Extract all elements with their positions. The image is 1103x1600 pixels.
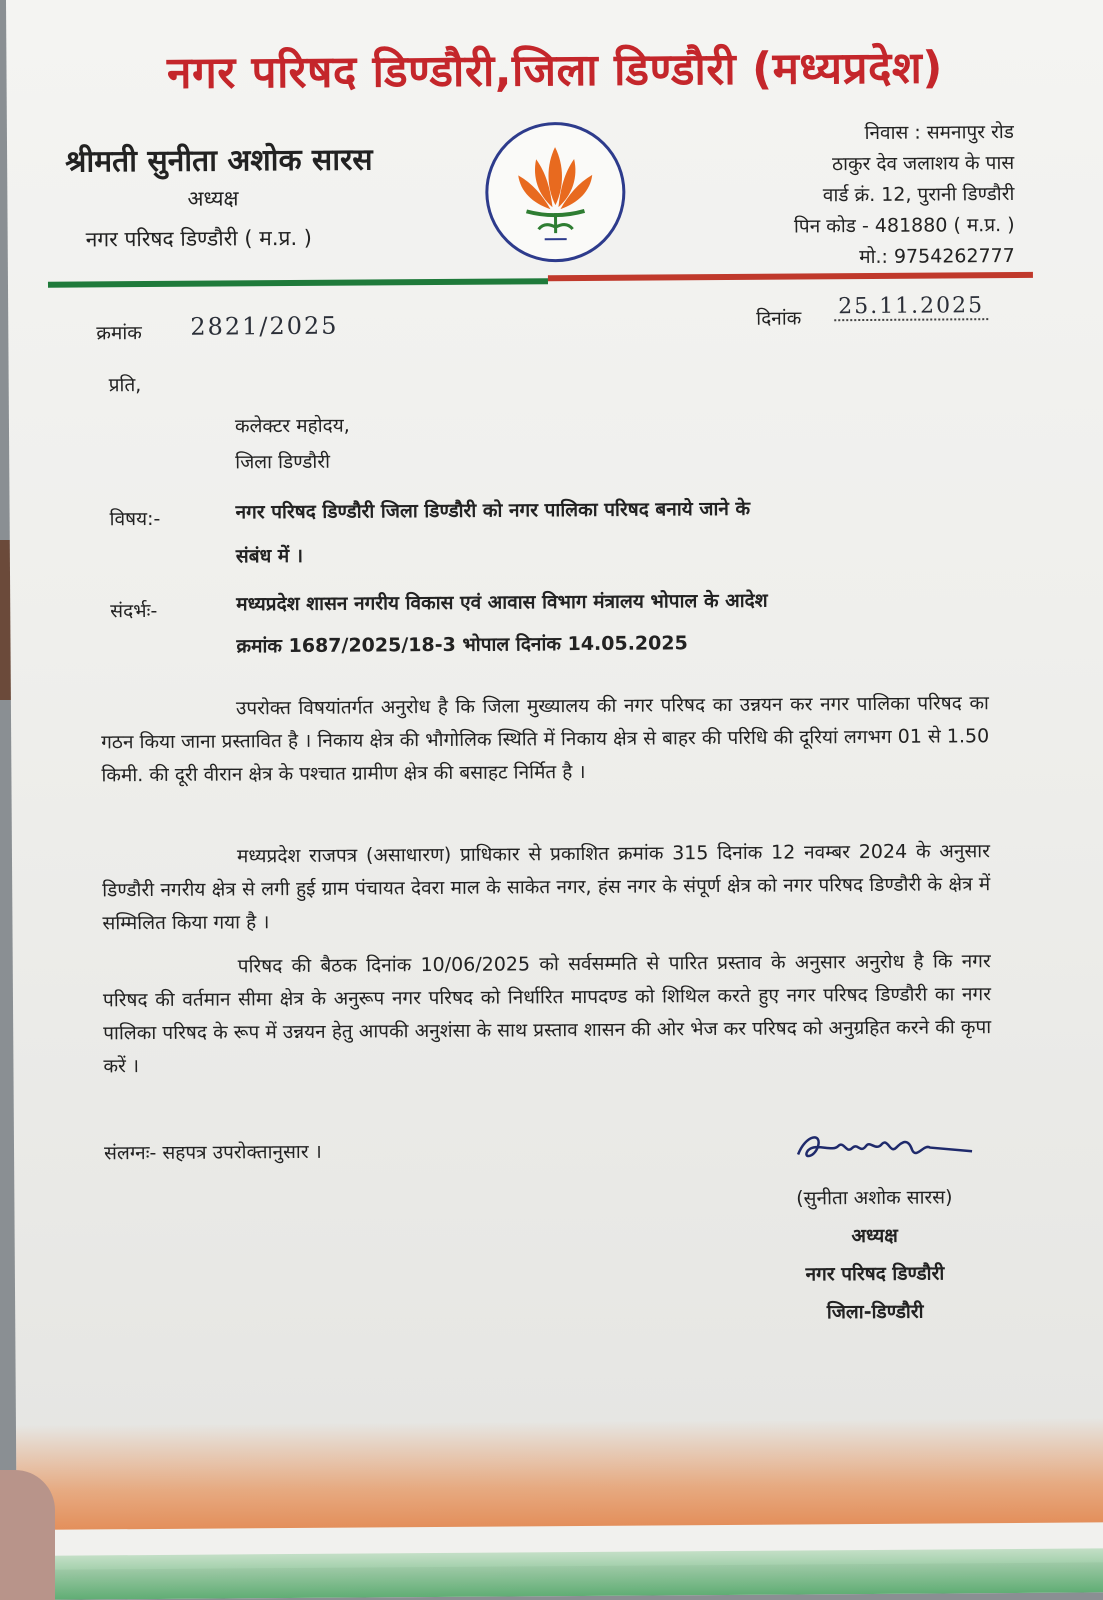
thumb (0, 1470, 55, 1600)
letter-page (6, 0, 1103, 1600)
address-line: ठाकुर देव जलाशय के पास (831, 151, 1015, 176)
subject-label: विषय:- (109, 507, 161, 531)
signatory-district: जिला-डिण्डौरी (826, 1300, 924, 1324)
sender-name: श्रीमती सुनीता अशोक सारस (65, 142, 373, 180)
address-line: पिन कोड - 481880 ( म.प्र. ) (793, 213, 1015, 238)
body-paragraph: उपरोक्त विषयांतर्गत अनुरोध है कि जिला मुख्यालय की नगर परिषद का उन्नयन कर नगर पालिका परिषद का गठन किया जाना प्रस्तावित है । निकाय क्षेत्र की भौगोलिक स्थिति में निकाय क्षेत्र से बाहर की परिधि की दूरियां लगभग 01 से 1.50 किमी. की दूरी वीरान क्षेत्र के पश्चात ग्रामीण क्षेत्र की बसाहट निर्मित है । (101, 692, 990, 787)
sender-address (793, 117, 1015, 274)
reference-line: क्रमांक 1687/2025/18-3 भोपाल दिनांक 14.05.2025 (236, 632, 688, 658)
body-paragraph: मध्यप्रदेश राजपत्र (असाधारण) प्राधिकार से प्रकाशित क्रमांक 315 दिनांक 12 नवम्बर 2024 के अनुसार डिण्डौरी नगरीय क्षेत्र से लगी हुई ग्राम पंचायत देवरा माल के साकेत नगर, हंस नगर के संपूर्ण क्षेत्र को नगर परिषद डिण्डौरी के क्षेत्र में सम्मिलित किया गया है । (102, 840, 991, 935)
signatory-designation: अध्यक्ष (851, 1224, 898, 1248)
header-divider-green (48, 278, 548, 287)
footer-band-orange (16, 1417, 1103, 1535)
signature (792, 1123, 982, 1170)
party-logo (485, 122, 626, 263)
sender-organization: नगर परिषद डिण्डौरी ( म.प्र. ) (85, 225, 313, 252)
addressee-line: कलेक्टर महोदय, (234, 414, 350, 438)
subject-line: संबंध में । (235, 544, 304, 568)
ref-number: 2821/2025 (190, 311, 339, 341)
signatory-org: नगर परिषद डिण्डौरी (805, 1262, 945, 1286)
reference-label: संदर्भः- (110, 599, 158, 623)
address-line: वार्ड क्रं. 12, पुरानी डिण्डौरी (822, 182, 1015, 207)
sender-designation: अध्यक्ष (187, 186, 239, 211)
enclosure-note: संलग्नः- सहपत्र उपरोक्तानुसार । (103, 1140, 322, 1165)
addressee-line: जिला डिण्डौरी (235, 450, 331, 474)
signatory-block (714, 1183, 1035, 1325)
lotus-icon (488, 125, 623, 260)
header-divider-orange (548, 272, 1033, 281)
ref-label: क्रमांक (96, 322, 142, 345)
address-line: निवास : समनापुर रोड (864, 120, 1015, 145)
to-label: प्रति, (108, 374, 142, 397)
footer-band-green (17, 1548, 1103, 1600)
date-label: दिनांक (756, 307, 802, 330)
body-paragraph: परिषद की बैठक दिनांक 10/06/2025 को सर्वसम्मति से पारित प्रस्ताव के अनुसार अनुरोध है कि नगर परिषद की वर्तमान सीमा क्षेत्र के अनुरूप नगर परिषद को निर्धारित मापदण्ड को शिथिल करते हुए नगर परिषद डिण्डौरी का नगर पालिका परिषद के रूप में उन्नयन हेतु आपकी अनुशंसा के साथ प्रस्ताव शासन की ओर भेज कर परिषद को अनुग्रहित करने की कृपा करें । (102, 950, 992, 1078)
address-line: मो.: 9754262777 (859, 244, 1015, 269)
letter-date: 25.11.2025 (834, 293, 988, 321)
reference-line: मध्यप्रदेश शासन नगरीय विकास एवं आवास विभाग मंत्रालय भोपाल के आदेश (236, 589, 768, 616)
subject-line: नगर परिषद डिण्डौरी जिला डिण्डौरी को नगर पालिका परिषद बनाये जाने के (235, 497, 751, 524)
signatory-name: (सुनीता अशोक सारस) (796, 1186, 953, 1210)
letterhead-title: नगर परिषद डिण्डौरी,जिला डिण्डौरी (मध्यप्रदेश) (166, 42, 944, 99)
